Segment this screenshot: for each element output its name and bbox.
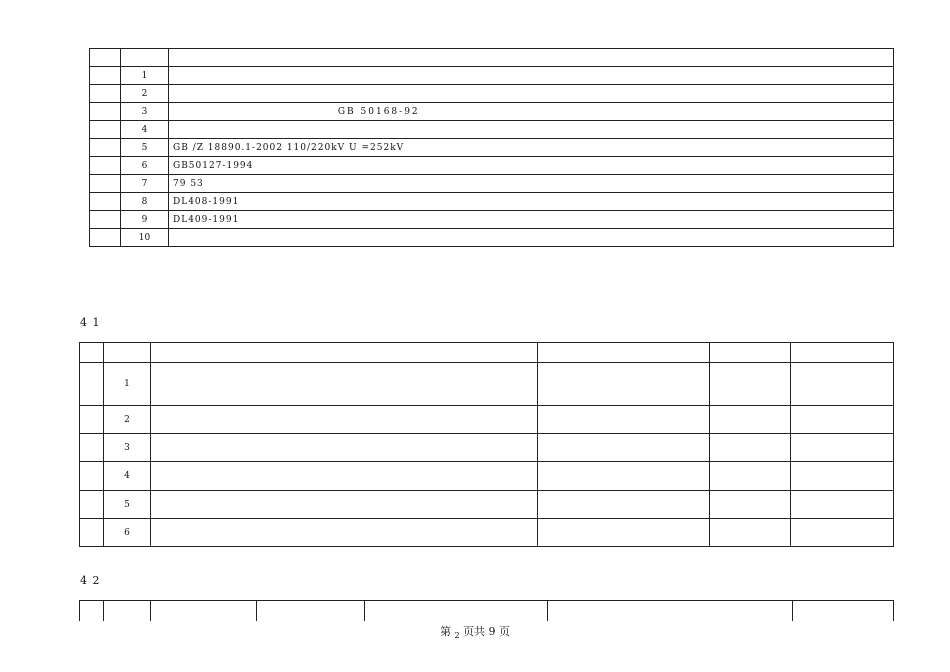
row-number: 3: [104, 434, 151, 462]
table-row: [90, 85, 894, 103]
row-number: 6: [104, 519, 151, 547]
table-row: [90, 193, 894, 211]
row-text: [169, 121, 894, 139]
table-row: [90, 121, 894, 139]
table-row: [90, 211, 894, 229]
row-text: [169, 85, 894, 103]
header-cell: [365, 601, 548, 621]
table-header-row: [80, 601, 894, 621]
footer-page-number: 2: [454, 631, 460, 640]
table-row: [90, 67, 894, 85]
row-note: [791, 406, 894, 434]
footer-prefix: 第: [439, 625, 451, 638]
row-content: [151, 491, 538, 519]
row-number: 9: [121, 211, 169, 229]
row-number: 7: [121, 175, 169, 193]
header-cell: [548, 601, 793, 621]
table-row: [90, 157, 894, 175]
row-content: [151, 434, 538, 462]
header-cell: [791, 343, 894, 363]
header-cell: [80, 343, 104, 363]
row-number: 1: [104, 363, 151, 406]
row-note: [791, 434, 894, 462]
table-row: [80, 406, 894, 434]
row-level: [710, 363, 791, 406]
header-cell: [257, 601, 365, 621]
header-cell: [151, 343, 538, 363]
row-text: [169, 229, 894, 247]
row-content: [151, 519, 538, 547]
row-number: 3: [121, 103, 169, 121]
table-row: [90, 175, 894, 193]
row-note: [791, 491, 894, 519]
subsection-4-2-title: 4 2: [80, 574, 101, 587]
row-number: 2: [104, 406, 151, 434]
row-basis: [538, 406, 710, 434]
row-text: 79 53: [169, 175, 894, 193]
row-text: [169, 103, 894, 121]
row-basis: [538, 519, 710, 547]
table-row: [90, 229, 894, 247]
row-basis: [538, 462, 710, 491]
row-note: [791, 462, 894, 491]
row-text: [169, 67, 894, 85]
header-cell: [793, 601, 894, 621]
table-row: [80, 363, 894, 406]
inspection-table-header: [79, 600, 894, 621]
table-row: [90, 103, 894, 121]
table-row: [80, 434, 894, 462]
row-content: [151, 462, 538, 491]
row-level: [710, 434, 791, 462]
row-number: 5: [104, 491, 151, 519]
row-number: 4: [121, 121, 169, 139]
table-row: [80, 491, 894, 519]
subsection-4-1-title: 4 1: [80, 316, 101, 329]
main-points-table: [79, 342, 894, 547]
row-text: DL409-1991: [169, 211, 894, 229]
row-text-ref: GB 50168-92: [333, 106, 420, 117]
row-number: 5: [121, 139, 169, 157]
row-level: [710, 491, 791, 519]
row-basis: [538, 491, 710, 519]
row-basis: [538, 363, 710, 406]
row-text: GB /Z 18890.1-2002 110/220kV U =252kV: [169, 139, 894, 157]
row-note: [791, 363, 894, 406]
header-cell: [151, 601, 257, 621]
header-cell: [104, 601, 151, 621]
row-number: 6: [121, 157, 169, 175]
footer-total-pages: 9: [488, 625, 496, 638]
header-cell: [80, 601, 104, 621]
row-level: [710, 406, 791, 434]
row-text: DL408-1991: [169, 193, 894, 211]
page-footer: [0, 623, 950, 639]
reference-standards-table: [89, 48, 894, 247]
row-content: [151, 406, 538, 434]
table-row: [80, 462, 894, 491]
footer-middle: 页共: [463, 625, 486, 638]
table-row: [80, 519, 894, 547]
row-number: 8: [121, 193, 169, 211]
table-header-row: [90, 49, 894, 67]
row-basis: [538, 434, 710, 462]
row-level: [710, 462, 791, 491]
row-level: [710, 519, 791, 547]
row-number: 1: [121, 67, 169, 85]
row-content: [151, 363, 538, 406]
header-cell: [710, 343, 791, 363]
row-text: GB50127-1994: [169, 157, 894, 175]
header-cell: [104, 343, 151, 363]
footer-suffix: 页: [499, 625, 511, 638]
header-cell: [121, 49, 169, 67]
row-note: [791, 519, 894, 547]
row-number: 4: [104, 462, 151, 491]
header-cell: [90, 49, 121, 67]
row-number: 2: [121, 85, 169, 103]
header-cell: [169, 49, 894, 67]
row-number: 10: [121, 229, 169, 247]
table-header-row: [80, 343, 894, 363]
table-row: [90, 139, 894, 157]
header-cell: [538, 343, 710, 363]
